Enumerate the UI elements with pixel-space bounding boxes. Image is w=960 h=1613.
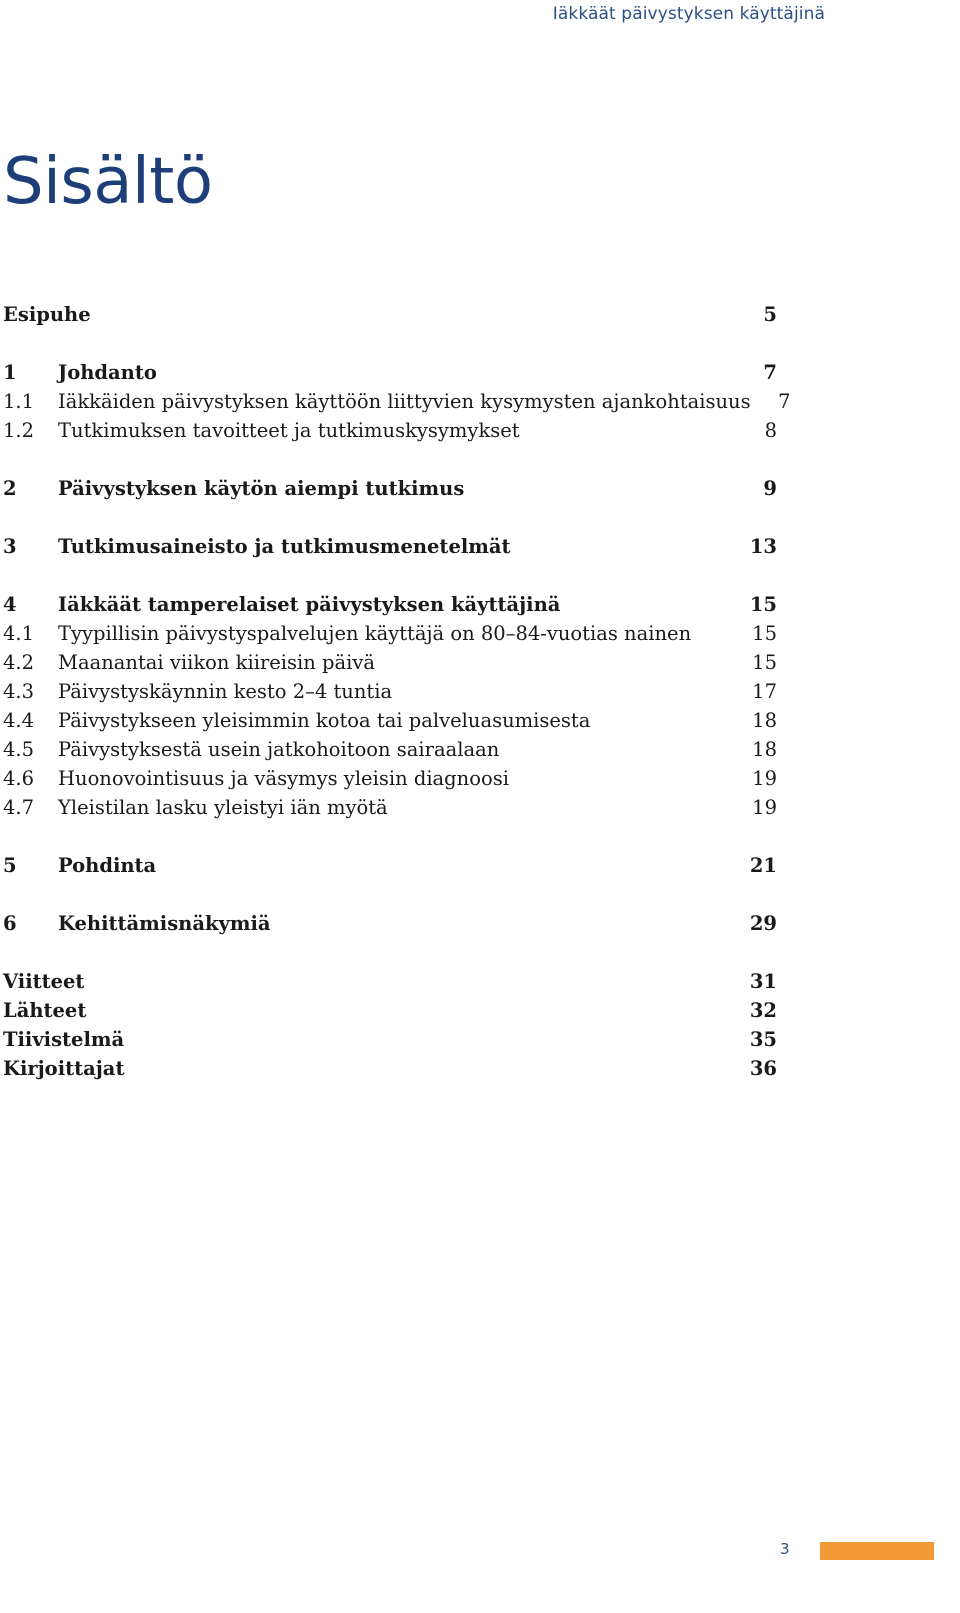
toc-entry-page: 32 [749,999,777,1022]
toc-entry-number: 4.6 [3,767,35,790]
toc-entry-number: 4.1 [3,622,35,645]
toc-entry-page: 15 [749,593,777,616]
toc-entry-number: 2 [3,477,17,500]
toc-entry-page: 31 [749,970,777,993]
toc-entry-number: 3 [3,535,17,558]
toc-entry-chapter-1[interactable] [3,358,777,387]
toc-entry-chapter-5[interactable] [3,851,777,880]
toc-entry-section-1-1[interactable] [3,387,791,416]
toc-entry-page: 19 [752,796,777,819]
toc-entry-title: Yleistilan lasku yleistyi iän myötä [58,796,388,819]
toc-entry-page: 8 [764,419,777,442]
toc-entry-page: 36 [749,1057,777,1080]
toc-entry-page: 13 [749,535,777,558]
toc-entry-number: 1.2 [3,419,35,442]
toc-entry-title: Päivystyskäynnin kesto 2–4 tuntia [58,680,393,703]
toc-entry-title: Viitteet [3,970,85,993]
toc-entry-number: 5 [3,854,17,877]
toc-entry-page: 7 [763,361,777,384]
page-title: Sisältö [3,145,213,219]
toc-entry-title: Päivystyksestä usein jatkohoitoon sairaalaan [58,738,500,761]
toc-entry-number: 4.3 [3,680,35,703]
toc-entry-title: Pohdinta [58,854,157,877]
toc-entry-number: 4.7 [3,796,35,819]
toc-entry-number: 1.1 [3,390,35,413]
toc-entry-page: 19 [752,767,777,790]
toc-entry-number: 4.5 [3,738,35,761]
toc-entry-number: 4.4 [3,709,35,732]
toc-entry-section-4-3[interactable] [3,677,777,706]
toc-entry-section-4-5[interactable] [3,735,777,764]
toc-entry-title: Lähteet [3,999,87,1022]
toc-entry-section-4-7[interactable] [3,793,777,822]
toc-entry-viitteet[interactable] [3,967,777,996]
toc-entry-lahteet[interactable] [3,996,777,1025]
toc-entry-title: Johdanto [58,361,157,384]
toc-entry-chapter-4[interactable] [3,590,777,619]
toc-entry-page: 35 [749,1028,777,1051]
toc-entry-section-4-6[interactable] [3,764,777,793]
toc-entry-number: 4 [3,593,17,616]
toc-entry-chapter-2[interactable] [3,474,777,503]
toc-entry-title: Maanantai viikon kiireisin päivä [58,651,376,674]
toc-entry-page: 15 [752,651,777,674]
toc-entry-title: Iäkkäiden päivystyksen käyttöön liittyvien kysymysten ajankohtaisuus [58,390,751,413]
toc-entry-page: 15 [752,622,777,645]
toc-entry-section-4-1[interactable] [3,619,777,648]
toc-entry-chapter-3[interactable] [3,532,777,561]
toc-entry-title: Päivystykseen yleisimmin kotoa tai palveluasumisesta [58,709,591,732]
toc-entry-title: Huonovointisuus ja väsymys yleisin diagnoosi [58,767,509,790]
toc-entry-title: Tyypillisin päivystyspalvelujen käyttäjä on 80–84-vuotias nainen [58,622,692,645]
toc-entry-section-4-2[interactable] [3,648,777,677]
page-number: 3 [780,1540,790,1558]
toc-entry-page: 17 [752,680,777,703]
toc-entry-number: 4.2 [3,651,35,674]
table-of-contents [3,300,791,1083]
toc-entry-title: Tiivistelmä [3,1028,125,1051]
toc-entry-tiivistelma[interactable] [3,1025,777,1054]
toc-entry-section-4-4[interactable] [3,706,777,735]
toc-entry-page: 18 [752,709,777,732]
toc-entry-title: Kehittämisnäkymiä [58,912,271,935]
toc-entry-number: 1 [3,361,17,384]
toc-entry-number: 6 [3,912,17,935]
footer-accent-bar [820,1542,934,1560]
toc-entry-title: Esipuhe [3,303,91,326]
running-header: Iäkkäät päivystyksen käyttäjinä [552,4,825,24]
toc-entry-esipuhe[interactable] [3,300,777,329]
toc-entry-title: Kirjoittajat [3,1057,125,1080]
toc-entry-title: Päivystyksen käytön aiempi tutkimus [58,477,465,500]
toc-entry-page: 29 [749,912,777,935]
toc-entry-page: 21 [749,854,777,877]
toc-entry-kirjoittajat[interactable] [3,1054,777,1083]
toc-entry-page: 9 [763,477,777,500]
toc-entry-title: Iäkkäät tamperelaiset päivystyksen käyttäjinä [58,593,561,616]
toc-entry-title: Tutkimusaineisto ja tutkimusmenetelmät [58,535,511,558]
toc-entry-title: Tutkimuksen tavoitteet ja tutkimuskysymykset [58,419,520,442]
toc-entry-page: 5 [763,303,777,326]
toc-entry-page: 18 [752,738,777,761]
toc-entry-section-1-2[interactable] [3,416,777,445]
toc-entry-chapter-6[interactable] [3,909,777,938]
toc-entry-page: 7 [778,390,791,413]
